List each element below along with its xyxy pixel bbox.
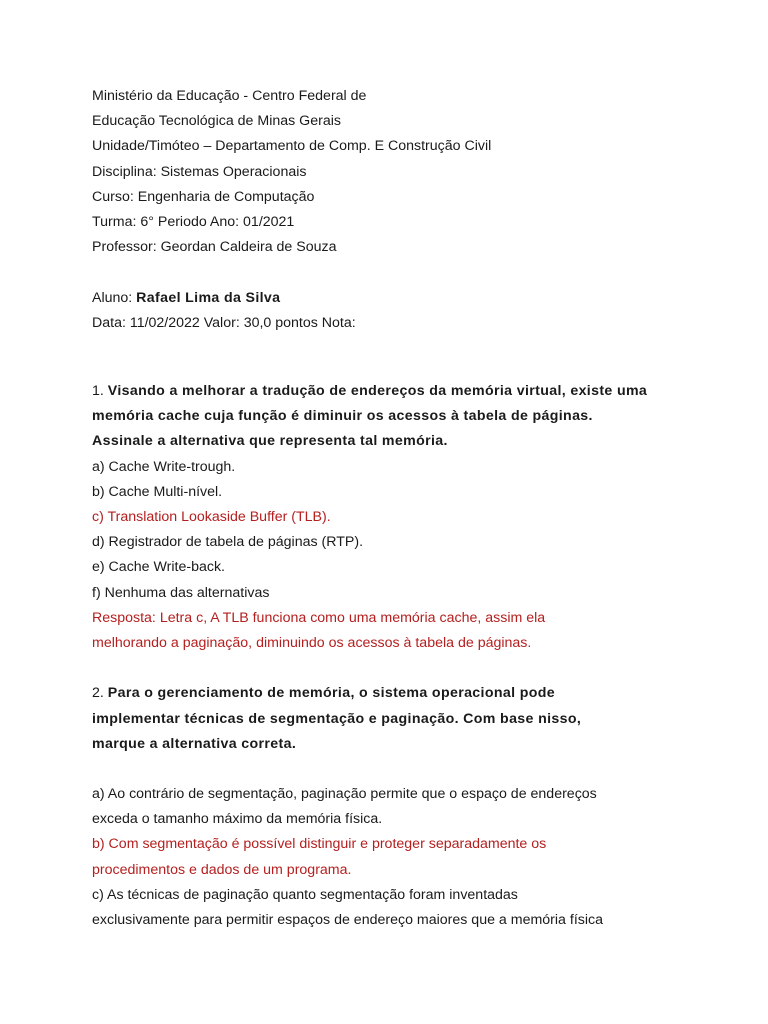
option-a: a) Ao contrário de segmentação, paginação permite que o espaço de endereços	[92, 786, 597, 803]
option-e: e) Cache Write-back.	[92, 559, 225, 576]
header-line: Turma: 6° Periodo Ano: 01/2021	[92, 213, 295, 230]
header-line: Ministério da Educação - Centro Federal de	[92, 88, 367, 104]
date-line: Data: 11/02/2022 Valor: 30,0 pontos Nota:	[92, 314, 356, 331]
option-c-cont: exclusivamente para permitir espaços de endereço maiores que a memória física	[92, 912, 603, 928]
document-header	[92, 84, 692, 336]
question-2	[92, 681, 692, 933]
option-b: b) Cache Multi-nível.	[92, 483, 223, 500]
question-stem-line	[92, 379, 692, 404]
option-b-correct: b) Com segmentação é possível distinguir e proteger separadamente os	[92, 836, 547, 853]
option-a: a) Cache Write-trough.	[92, 458, 236, 475]
option-b-correct-cont: procedimentos e dados de um programa.	[92, 861, 352, 878]
header-line: Educação Tecnológica de Minas Gerais	[92, 113, 341, 130]
student-line	[92, 286, 692, 311]
spacer	[92, 757, 692, 782]
student-label: Aluno:	[92, 289, 137, 306]
question-1	[92, 379, 692, 656]
option-c-correct: c) Translation Lookaside Buffer (TLB).	[92, 509, 331, 525]
question-stem: Visando a melhorar a tradução de endereços da memória virtual, existe uma	[107, 383, 648, 400]
answer-line: Resposta: Letra c, A TLB funciona como uma memória cache, assim ela	[92, 609, 546, 626]
question-stem-line: marque a alternativa correta.	[92, 735, 297, 752]
option-d: d) Registrador de tabela de páginas (RTP).	[92, 534, 364, 551]
header-line: Curso: Engenharia de Computação	[92, 188, 315, 205]
spacer	[92, 260, 692, 285]
option-f: f) Nenhuma das alternativas	[92, 584, 270, 601]
question-stem-line	[92, 681, 692, 706]
spacer	[92, 656, 692, 681]
question-number: 1.	[92, 383, 108, 400]
header-line: Disciplina: Sistemas Operacionais	[92, 163, 307, 180]
question-stem-line: implementar técnicas de segmentação e paginação. Com base nisso,	[92, 710, 582, 727]
question-stem-line: Assinale a alternativa que representa tal memória.	[92, 433, 448, 450]
question-stem: Para o gerenciamento de memória, o sistema operacional pode	[107, 685, 555, 702]
option-a-cont: exceda o tamanho máximo da memória física.	[92, 811, 383, 828]
question-number: 2.	[92, 685, 108, 702]
header-line: Professor: Geordan Caldeira de Souza	[92, 239, 337, 256]
document-page	[92, 84, 692, 933]
spacer	[92, 336, 692, 361]
answer-line: melhorando a paginação, diminuindo os acessos à tabela de páginas.	[92, 634, 532, 651]
question-stem-line: memória cache cuja função é diminuir os acessos à tabela de páginas.	[92, 408, 593, 425]
spacer	[92, 361, 692, 373]
option-c: c) As técnicas de paginação quanto segmentação foram inventadas	[92, 886, 518, 903]
header-line: Unidade/Timóteo – Departamento de Comp. E Construção Civil	[92, 138, 492, 155]
student-name: Rafael Lima da Silva	[136, 289, 281, 306]
